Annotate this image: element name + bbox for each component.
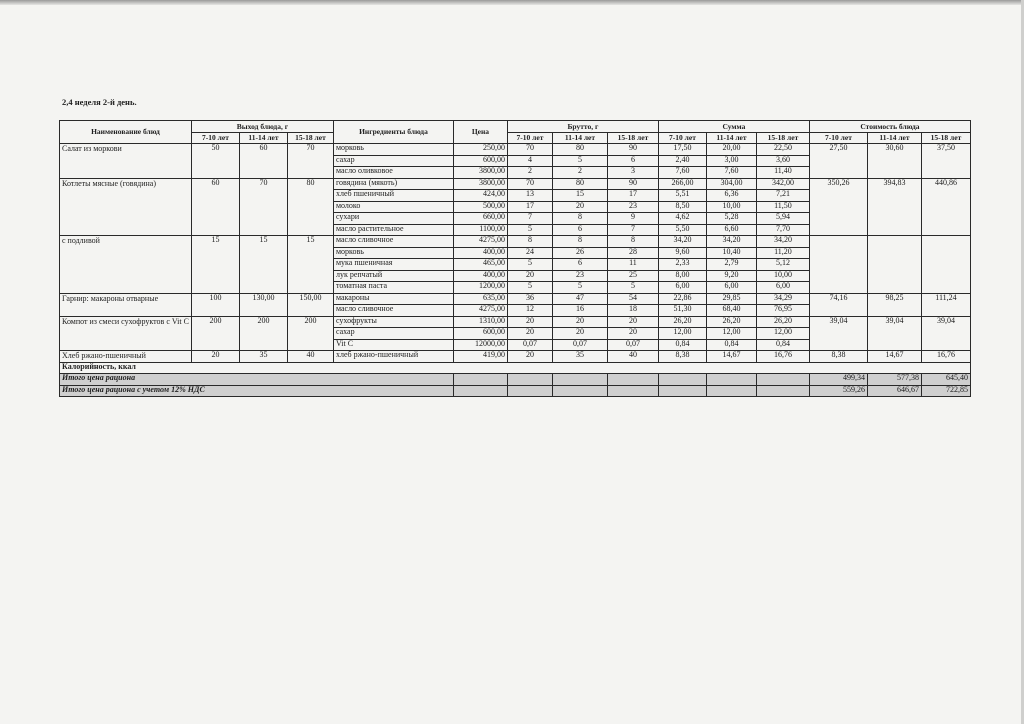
sum-7-10: 34,20 [658, 236, 706, 248]
sum-7-10: 26,20 [658, 316, 706, 328]
gross-7-10: 70 [507, 178, 552, 190]
yield-7-10: 100 [191, 293, 239, 316]
sum-15-18: 16,76 [756, 351, 809, 363]
gross-11-14: 8 [552, 236, 607, 248]
sum-15-18: 6,00 [756, 282, 809, 294]
sum-11-14: 6,60 [706, 224, 756, 236]
dish-cost-11-14: 39,04 [867, 316, 921, 351]
gross-15-18: 8 [607, 236, 658, 248]
gross-7-10: 8 [507, 236, 552, 248]
sum-15-18: 76,95 [756, 305, 809, 317]
yield-15-18: 80 [287, 178, 333, 236]
gross-7-10: 20 [507, 351, 552, 363]
table-row [60, 236, 971, 248]
ingredient-name: сахар [333, 328, 453, 340]
sum-11-14: 7,60 [706, 167, 756, 179]
ingredient-price: 500,00 [453, 201, 507, 213]
ingredient-name: сухофрукты [333, 316, 453, 328]
sum-11-14: 10,40 [706, 247, 756, 259]
dish-cost-7-10: 27,50 [809, 144, 867, 179]
dish-cost-15-18: 16,76 [921, 351, 970, 363]
yield-15-18: 150,00 [287, 293, 333, 316]
sum-15-18: 0,84 [756, 339, 809, 351]
sum-11-14: 10,00 [706, 201, 756, 213]
gross-11-14: 0,07 [552, 339, 607, 351]
dish-cost-7-10: 39,04 [809, 316, 867, 351]
sum-15-18: 12,00 [756, 328, 809, 340]
gross-11-14: 5 [552, 282, 607, 294]
ingredient-price: 1100,00 [453, 224, 507, 236]
ingredient-price: 660,00 [453, 213, 507, 225]
dish-name: Компот из смеси сухофруктов с Vit C [60, 316, 192, 351]
gross-15-18: 5 [607, 282, 658, 294]
gross-11-14: 6 [552, 224, 607, 236]
yield-11-14: 60 [239, 144, 287, 179]
gross-7-10: 20 [507, 270, 552, 282]
gross-11-14: 47 [552, 293, 607, 305]
dish-cost-15-18: 440,86 [921, 178, 970, 236]
sum-15-18: 5,94 [756, 213, 809, 225]
header-age-15-18: 15-18 лет [607, 132, 658, 144]
total-vat-value-11-14: 646,67 [867, 385, 921, 397]
ingredient-name: хлеб пшеничный [333, 190, 453, 202]
page-title: 2,4 неделя 2-й день. [62, 97, 137, 107]
ingredient-price: 424,00 [453, 190, 507, 202]
ingredient-price: 4275,00 [453, 305, 507, 317]
header-ingredients: Ингредиенты блюда [333, 121, 453, 144]
ingredient-name: масло сливочное [333, 236, 453, 248]
ingredient-price: 419,00 [453, 351, 507, 363]
yield-7-10: 15 [191, 236, 239, 294]
gross-7-10: 2 [507, 167, 552, 179]
header-age-15-18: 15-18 лет [756, 132, 809, 144]
header-yield: Выход блюда, г [191, 121, 333, 133]
sum-15-18: 34,20 [756, 236, 809, 248]
gross-11-14: 20 [552, 316, 607, 328]
gross-15-18: 20 [607, 328, 658, 340]
ingredient-name: макароны [333, 293, 453, 305]
gross-15-18: 11 [607, 259, 658, 271]
sum-15-18: 26,20 [756, 316, 809, 328]
sum-15-18: 22,50 [756, 144, 809, 156]
header-age-7-10: 7-10 лет [191, 132, 239, 144]
gross-11-14: 5 [552, 155, 607, 167]
yield-11-14: 130,00 [239, 293, 287, 316]
gross-11-14: 8 [552, 213, 607, 225]
dish-cost-15-18: 39,04 [921, 316, 970, 351]
sum-7-10: 2,40 [658, 155, 706, 167]
header-dish: Наименование блюд [60, 121, 192, 144]
ingredient-price: 250,00 [453, 144, 507, 156]
ingredient-price: 1310,00 [453, 316, 507, 328]
total-value-7-10: 499,34 [809, 374, 867, 386]
sum-7-10: 266,00 [658, 178, 706, 190]
dish-cost-7-10: 350,26 [809, 178, 867, 236]
gross-7-10: 5 [507, 282, 552, 294]
table-row [60, 351, 971, 363]
sum-11-14: 68,40 [706, 305, 756, 317]
sum-7-10: 8,00 [658, 270, 706, 282]
empty-cell [453, 374, 507, 386]
dish-cost-7-10: 8,38 [809, 351, 867, 363]
dish-cost-7-10 [809, 236, 867, 294]
gross-7-10: 13 [507, 190, 552, 202]
total-label: Итого цена рациона [60, 374, 454, 386]
ingredient-price: 635,00 [453, 293, 507, 305]
gross-11-14: 26 [552, 247, 607, 259]
sum-15-18: 11,50 [756, 201, 809, 213]
gross-15-18: 3 [607, 167, 658, 179]
ingredient-price: 400,00 [453, 270, 507, 282]
empty-cell [706, 374, 756, 386]
gross-7-10: 24 [507, 247, 552, 259]
sum-11-14: 34,20 [706, 236, 756, 248]
ingredient-name: масло растительное [333, 224, 453, 236]
ingredient-name: морковь [333, 247, 453, 259]
total-value-11-14: 577,38 [867, 374, 921, 386]
ingredient-price: 4275,00 [453, 236, 507, 248]
header-price: Цена [453, 121, 507, 144]
empty-cell [607, 374, 658, 386]
sum-15-18: 3,60 [756, 155, 809, 167]
sum-15-18: 342,00 [756, 178, 809, 190]
sum-11-14: 304,00 [706, 178, 756, 190]
header-age-11-14: 11-14 лет [867, 132, 921, 144]
total-value-15-18: 645,40 [921, 374, 970, 386]
table-row [60, 178, 971, 190]
empty-cell [658, 385, 706, 397]
gross-11-14: 80 [552, 178, 607, 190]
sum-7-10: 0,84 [658, 339, 706, 351]
gross-11-14: 2 [552, 167, 607, 179]
dish-name: Салат из моркови [60, 144, 192, 179]
empty-cell [658, 374, 706, 386]
dish-name: Гарнир: макароны отварные [60, 293, 192, 316]
dish-cost-7-10: 74,16 [809, 293, 867, 316]
empty-cell [756, 374, 809, 386]
dish-name: с подливой [60, 236, 192, 294]
empty-cell [706, 385, 756, 397]
yield-7-10: 50 [191, 144, 239, 179]
gross-11-14: 35 [552, 351, 607, 363]
gross-15-18: 9 [607, 213, 658, 225]
gross-7-10: 0,07 [507, 339, 552, 351]
gross-15-18: 90 [607, 178, 658, 190]
ingredient-price: 600,00 [453, 328, 507, 340]
dish-cost-11-14: 98,25 [867, 293, 921, 316]
yield-11-14: 200 [239, 316, 287, 351]
header-age-11-14: 11-14 лет [706, 132, 756, 144]
ingredient-name: говядина (мякоть) [333, 178, 453, 190]
empty-cell [756, 385, 809, 397]
ingredient-name: хлеб ржано-пшеничный [333, 351, 453, 363]
dish-cost-11-14: 30,60 [867, 144, 921, 179]
gross-15-18: 23 [607, 201, 658, 213]
sum-11-14: 5,28 [706, 213, 756, 225]
sum-11-14: 3,00 [706, 155, 756, 167]
gross-11-14: 80 [552, 144, 607, 156]
ingredient-price: 1200,00 [453, 282, 507, 294]
ingredient-price: 3800,00 [453, 178, 507, 190]
gross-11-14: 20 [552, 328, 607, 340]
sum-7-10: 2,33 [658, 259, 706, 271]
sum-15-18: 5,12 [756, 259, 809, 271]
header-age-7-10: 7-10 лет [809, 132, 867, 144]
menu-table [59, 120, 971, 397]
yield-11-14: 70 [239, 178, 287, 236]
sum-7-10: 7,60 [658, 167, 706, 179]
sum-11-14: 26,20 [706, 316, 756, 328]
gross-15-18: 17 [607, 190, 658, 202]
ingredient-name: масло оливковое [333, 167, 453, 179]
menu-body [60, 144, 971, 363]
yield-7-10: 200 [191, 316, 239, 351]
yield-15-18: 200 [287, 316, 333, 351]
header-age-15-18: 15-18 лет [287, 132, 333, 144]
sum-11-14: 12,00 [706, 328, 756, 340]
sum-15-18: 10,00 [756, 270, 809, 282]
ingredient-name: масло сливочное [333, 305, 453, 317]
gross-11-14: 23 [552, 270, 607, 282]
sum-7-10: 8,38 [658, 351, 706, 363]
sum-11-14: 14,67 [706, 351, 756, 363]
sum-11-14: 20,00 [706, 144, 756, 156]
sum-7-10: 4,62 [658, 213, 706, 225]
total-vat-row [60, 385, 971, 397]
yield-15-18: 15 [287, 236, 333, 294]
ingredient-price: 400,00 [453, 247, 507, 259]
table-row [60, 293, 971, 305]
empty-cell [552, 385, 607, 397]
gross-15-18: 90 [607, 144, 658, 156]
calories-label: Калорийность, ккал [60, 362, 971, 374]
sum-15-18: 11,40 [756, 167, 809, 179]
ingredient-name: сухари [333, 213, 453, 225]
total-vat-value-15-18: 722,85 [921, 385, 970, 397]
gross-15-18: 54 [607, 293, 658, 305]
gross-15-18: 28 [607, 247, 658, 259]
calories-row [60, 362, 971, 374]
ingredient-name: морковь [333, 144, 453, 156]
sum-7-10: 5,51 [658, 190, 706, 202]
sum-15-18: 11,20 [756, 247, 809, 259]
yield-7-10: 20 [191, 351, 239, 363]
empty-cell [507, 385, 552, 397]
ingredient-price: 3800,00 [453, 167, 507, 179]
scan-edge-top [0, 0, 1024, 5]
dish-cost-11-14: 394,83 [867, 178, 921, 236]
sum-7-10: 8,50 [658, 201, 706, 213]
dish-cost-15-18: 111,24 [921, 293, 970, 316]
ingredient-price: 600,00 [453, 155, 507, 167]
gross-7-10: 20 [507, 328, 552, 340]
yield-15-18: 70 [287, 144, 333, 179]
sum-7-10: 5,50 [658, 224, 706, 236]
total-row [60, 374, 971, 386]
ingredient-name: мука пшеничная [333, 259, 453, 271]
dish-name: Хлеб ржано-пшеничный [60, 351, 192, 363]
gross-15-18: 7 [607, 224, 658, 236]
header-age-7-10: 7-10 лет [658, 132, 706, 144]
gross-7-10: 70 [507, 144, 552, 156]
gross-7-10: 20 [507, 316, 552, 328]
empty-cell [507, 374, 552, 386]
header-age-11-14: 11-14 лет [552, 132, 607, 144]
ingredient-price: 465,00 [453, 259, 507, 271]
sum-11-14: 9,20 [706, 270, 756, 282]
gross-15-18: 0,07 [607, 339, 658, 351]
gross-7-10: 36 [507, 293, 552, 305]
gross-7-10: 5 [507, 224, 552, 236]
gross-11-14: 20 [552, 201, 607, 213]
sum-7-10: 22,86 [658, 293, 706, 305]
sum-15-18: 7,21 [756, 190, 809, 202]
gross-11-14: 15 [552, 190, 607, 202]
empty-cell [607, 385, 658, 397]
dish-cost-11-14 [867, 236, 921, 294]
sum-7-10: 9,60 [658, 247, 706, 259]
dish-name: Котлеты мясные (говядина) [60, 178, 192, 236]
table-row [60, 316, 971, 328]
gross-7-10: 17 [507, 201, 552, 213]
header-age-11-14: 11-14 лет [239, 132, 287, 144]
ingredient-name: томатная паста [333, 282, 453, 294]
gross-15-18: 25 [607, 270, 658, 282]
sum-15-18: 7,70 [756, 224, 809, 236]
gross-7-10: 4 [507, 155, 552, 167]
header-cost: Стоимость блюда [809, 121, 970, 133]
ingredient-name: Vit C [333, 339, 453, 351]
sum-11-14: 0,84 [706, 339, 756, 351]
sum-11-14: 2,79 [706, 259, 756, 271]
dish-cost-11-14: 14,67 [867, 351, 921, 363]
ingredient-name: молоко [333, 201, 453, 213]
sum-15-18: 34,29 [756, 293, 809, 305]
total-vat-label: Итого цена рациона с учетом 12% НДС [60, 385, 454, 397]
empty-cell [552, 374, 607, 386]
dish-cost-15-18: 37,50 [921, 144, 970, 179]
yield-11-14: 15 [239, 236, 287, 294]
gross-11-14: 16 [552, 305, 607, 317]
ingredient-name: лук репчатый [333, 270, 453, 282]
sum-11-14: 6,00 [706, 282, 756, 294]
header-age-15-18: 15-18 лет [921, 132, 970, 144]
table-row [60, 144, 971, 156]
yield-15-18: 40 [287, 351, 333, 363]
ingredient-name: сахар [333, 155, 453, 167]
gross-15-18: 40 [607, 351, 658, 363]
gross-15-18: 20 [607, 316, 658, 328]
gross-15-18: 18 [607, 305, 658, 317]
sum-7-10: 6,00 [658, 282, 706, 294]
header-gross: Брутто, г [507, 121, 658, 133]
dish-cost-15-18 [921, 236, 970, 294]
header-sum: Сумма [658, 121, 809, 133]
header-age-7-10: 7-10 лет [507, 132, 552, 144]
gross-11-14: 6 [552, 259, 607, 271]
empty-cell [453, 385, 507, 397]
sum-7-10: 17,50 [658, 144, 706, 156]
gross-7-10: 5 [507, 259, 552, 271]
total-vat-value-7-10: 559,26 [809, 385, 867, 397]
ingredient-price: 12000,00 [453, 339, 507, 351]
sum-7-10: 12,00 [658, 328, 706, 340]
yield-11-14: 35 [239, 351, 287, 363]
gross-7-10: 7 [507, 213, 552, 225]
sum-11-14: 29,85 [706, 293, 756, 305]
gross-7-10: 12 [507, 305, 552, 317]
sum-11-14: 6,36 [706, 190, 756, 202]
sum-7-10: 51,30 [658, 305, 706, 317]
yield-7-10: 60 [191, 178, 239, 236]
gross-15-18: 6 [607, 155, 658, 167]
